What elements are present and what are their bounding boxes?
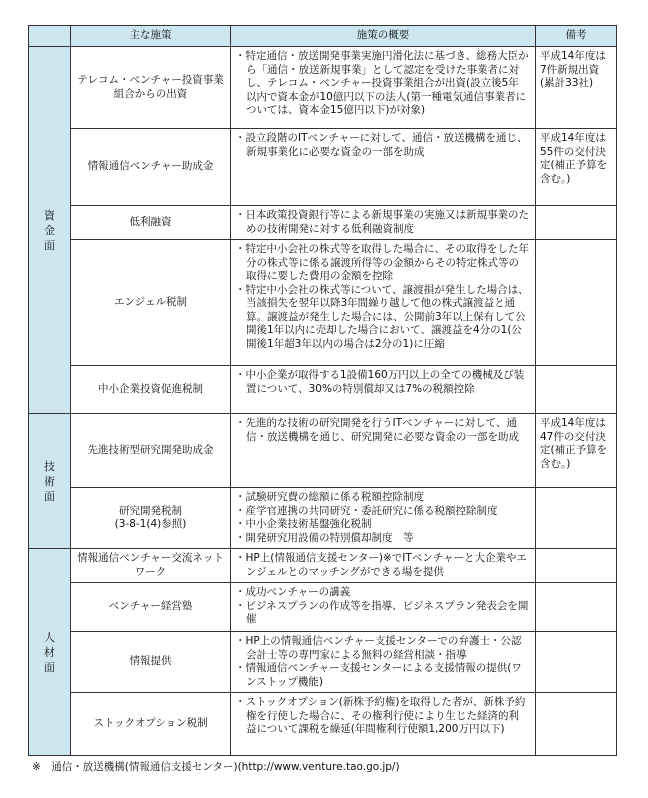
- header-blank: [29, 26, 71, 47]
- footnote: ※ 通信・放送機構(情報通信支援センター)(http://www.venture.tao.go.jp/): [32, 761, 400, 773]
- table-row: [29, 488, 617, 549]
- overview-item: ・ 試験研究費の総額に係る税額控除制度: [235, 491, 529, 505]
- table-row: [29, 693, 617, 756]
- overview-item: ・ 中小企業技術基盤強化税制: [235, 518, 529, 532]
- overview-item: ・ 設立段階のITベンチャーに対して、通信・放送機構を通じ、新規事業化に必要な資金の一部を助成: [235, 132, 529, 159]
- table-row: [29, 47, 617, 129]
- overview-list: [235, 552, 529, 579]
- category-human: 人材面: [29, 549, 71, 756]
- measure-note: [536, 366, 617, 414]
- measure-description: [231, 47, 536, 129]
- measure-note: [536, 240, 617, 366]
- header-main-measures: 主な施策: [71, 26, 231, 47]
- overview-list: [235, 696, 529, 737]
- measure-name: [71, 583, 231, 632]
- overview-item: ・ 特定通信・放送開発事業実施円滑化法に基づき、総務大臣から「通信・放送新規事業」として認定を受けた事業者に対し、テレコム・ベンチャー投資事業組合が出資(設立後5年以内で資本金が10億円以下の法人(第一種電気通信事業者については、資本金15億円以下)が対象): [235, 50, 529, 118]
- overview-item: ・ ビジネスプランの作成等を指導、ビジネスプラン発表会を開催: [235, 600, 529, 627]
- measure-name: [71, 632, 231, 693]
- measure-note: 平成14年度は55件の交付決定(補正予算を含む。): [536, 129, 617, 206]
- measure-name: [71, 488, 231, 549]
- measure-name-line: ストックオプション税制: [93, 717, 208, 730]
- measure-note: 平成14年度は47件の交付決定(補正予算を含む。): [536, 414, 617, 488]
- measure-description: [231, 366, 536, 414]
- measure-name: [71, 549, 231, 583]
- measure-description: [231, 240, 536, 366]
- header-overview: 施策の概要: [231, 26, 536, 47]
- measure-description: [231, 129, 536, 206]
- measure-name-line: (3-8-1(4)参照): [114, 518, 187, 530]
- measure-description: [231, 549, 536, 583]
- category-funding: 資金面: [29, 47, 71, 414]
- overview-list: [235, 50, 529, 118]
- overview-list: [235, 586, 529, 627]
- measure-description: [231, 693, 536, 756]
- measure-name: [71, 414, 231, 488]
- header-row: [29, 26, 617, 47]
- overview-list: [235, 635, 529, 689]
- overview-item: ・ 特定中小会社の株式等を取得した場合に、その取得をした年分の株式等に係る譲渡所得等の金額からその特定株式等の取得に要した費用の金額を控除: [235, 243, 529, 284]
- overview-item: ・ 成功ベンチャーの講義: [235, 586, 529, 600]
- overview-list: [235, 209, 529, 236]
- measure-note: [536, 206, 617, 240]
- measure-name: [71, 693, 231, 756]
- overview-list: [235, 369, 529, 396]
- overview-list: [235, 243, 529, 351]
- measure-note: [536, 488, 617, 549]
- table-row: [29, 206, 617, 240]
- measure-description: [231, 206, 536, 240]
- table-row: [29, 414, 617, 488]
- measure-name-line: テレコム・ベンチャー投資事業組合からの出資: [77, 74, 224, 100]
- measure-note: 平成14年度は7件新規出資(累計33社): [536, 47, 617, 129]
- measure-name: [71, 206, 231, 240]
- measures-table: [28, 25, 617, 756]
- overview-item: ・ HP上(情報通信支援センター)※でITベンチャーと大企業やエンジェルとのマッチングができる場を提供: [235, 552, 529, 579]
- measure-name: [71, 129, 231, 206]
- overview-item: ・ 中小企業が取得する1設備160万円以上の全ての機械及び装置について、30%の特別償却又は7%の税額控除: [235, 369, 529, 396]
- measure-description: [231, 488, 536, 549]
- measure-name-line: 低利融資: [129, 215, 172, 228]
- measure-name-line: 研究開発税制: [119, 504, 182, 517]
- measure-name-line: 情報通信ベンチャー交流ネットワーク: [77, 552, 224, 578]
- measure-note: [536, 583, 617, 632]
- table-row: [29, 549, 617, 583]
- table-row: [29, 583, 617, 632]
- measure-name: [71, 240, 231, 366]
- overview-list: [235, 132, 529, 159]
- measure-name-line: エンジェル税制: [113, 295, 188, 308]
- table-row: [29, 240, 617, 366]
- measure-name-line: 情報提供: [129, 655, 172, 668]
- overview-item: ・ HP上の情報通信ベンチャー支援センターでの弁護士・公認会計士等の専門家による無料の経営相談・指導: [235, 635, 529, 662]
- table-row: [29, 129, 617, 206]
- table-row: [29, 366, 617, 414]
- overview-item: ・ 特定中小会社の株式等について、譲渡損が発生した場合は、当該損失を翌年以降3年間繰り越して他の株式譲渡益と通算。譲渡益が発生した場合には、公開前3年以上保有して公開後1年以内に売却した場合において、譲渡益を4分の1(公開後1年超3年以内の場合は2分の1)に圧縮: [235, 284, 529, 352]
- measure-name-line: 先進技術型研究開発助成金: [87, 443, 214, 456]
- measure-name-line: 情報通信ベンチャー助成金: [87, 160, 214, 173]
- overview-item: ・ 先進的な技術の研究開発を行うITベンチャーに対して、通信・放送機構を通じ、研究開発に必要な資金の一部を助成: [235, 417, 529, 444]
- overview-item: ・ ストックオプション(新株予約権)を取得した者が、新株予約権を行使した場合に、その権利行使により生じた経済的利益について課税を繰延(年間権利行使額1,200万円以下): [235, 696, 529, 737]
- measure-name: [71, 366, 231, 414]
- measure-description: [231, 414, 536, 488]
- measure-name-line: ベンチャー経営塾: [108, 600, 193, 613]
- table-row: [29, 632, 617, 693]
- overview-item: ・ 産学官連携の共同研究・委託研究に係る税額控除制度: [235, 505, 529, 519]
- measure-description: [231, 632, 536, 693]
- measure-name-line: 中小企業投資促進税制: [98, 382, 203, 395]
- measure-note: [536, 632, 617, 693]
- overview-list: [235, 491, 529, 545]
- header-remarks: 備考: [536, 26, 617, 47]
- measure-name: [71, 47, 231, 129]
- overview-item: ・ 開発研究用設備の特別償却制度 等: [235, 532, 529, 546]
- measure-note: [536, 693, 617, 756]
- overview-item: ・ 日本政策投資銀行等による新規事業の実施又は新規事業のための技術開発に対する低利融資制度: [235, 209, 529, 236]
- overview-item: ・ 情報通信ベンチャー支援センターによる支援情報の提供(ワンストップ機能): [235, 662, 529, 689]
- overview-list: [235, 417, 529, 444]
- category-technology: 技術面: [29, 414, 71, 549]
- measure-description: [231, 583, 536, 632]
- measure-note: [536, 549, 617, 583]
